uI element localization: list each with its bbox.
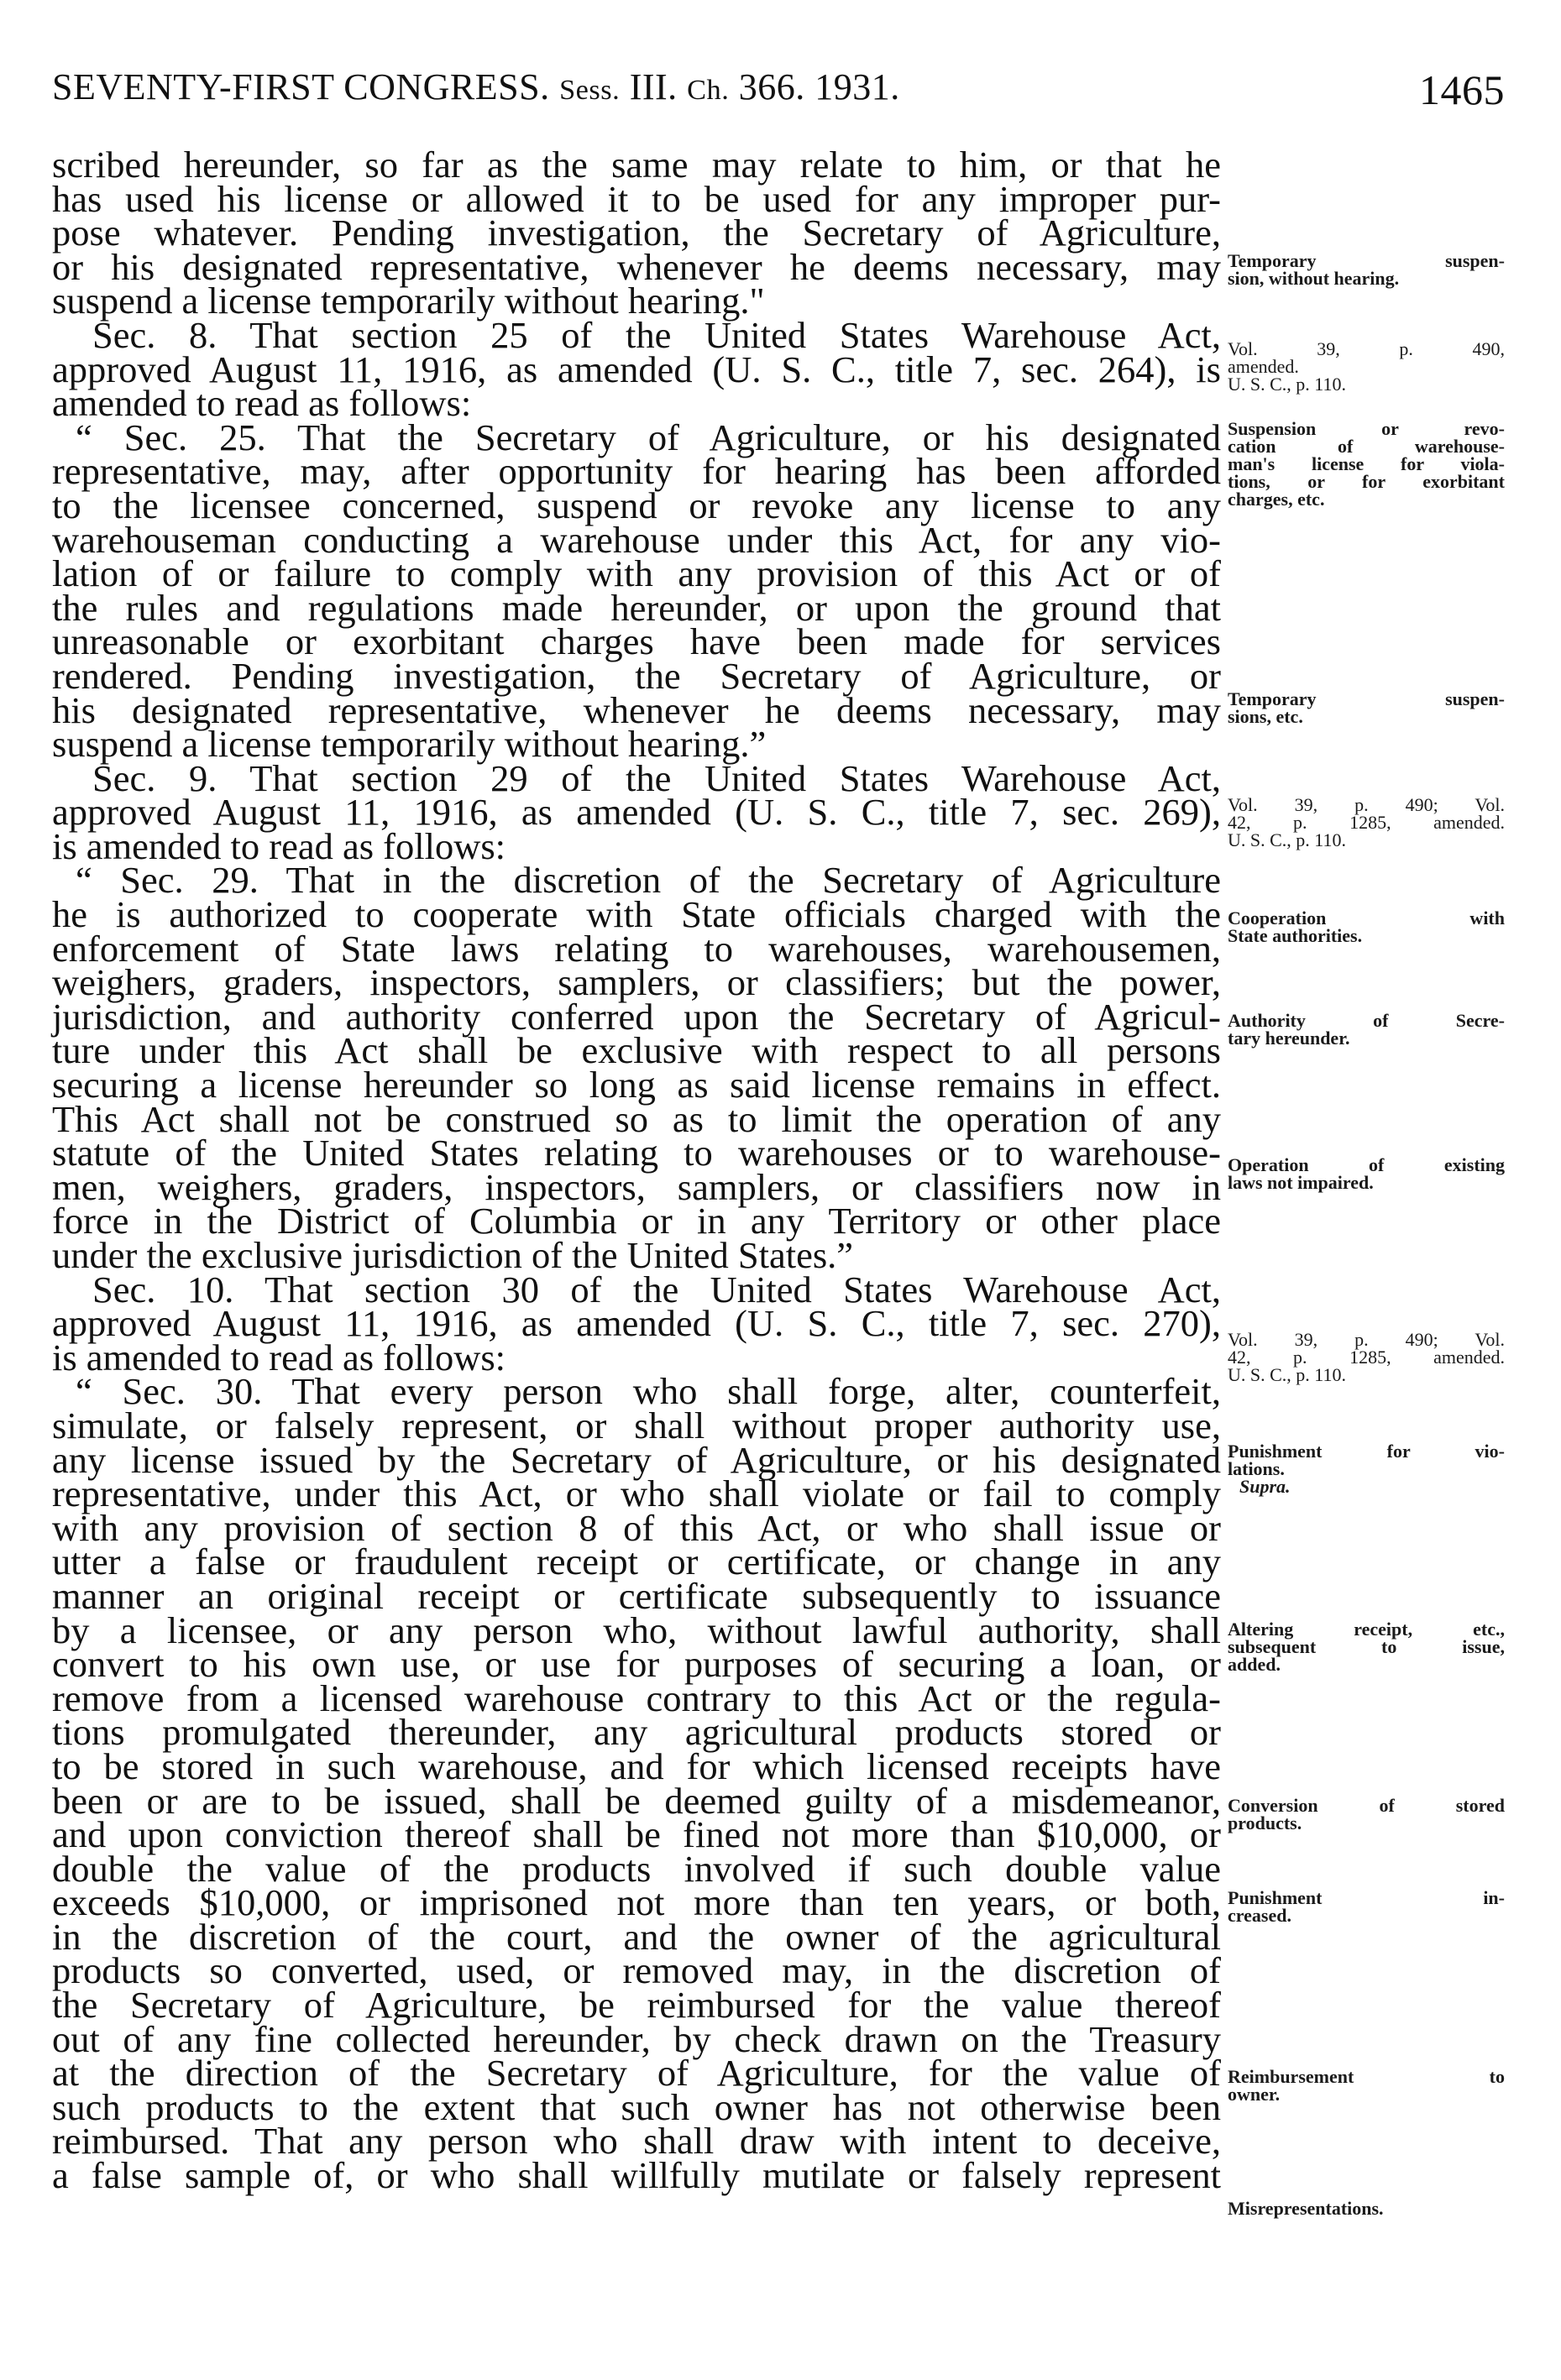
body-line: ture under this Act shall be exclusive with respect to all persons bbox=[52, 1029, 1221, 1072]
body-line: tions promulgated thereunder, any agricultural products stored or bbox=[52, 1711, 1221, 1754]
margin-note-line: U. S. C., p. 110. bbox=[1228, 829, 1346, 850]
body-line: manner an original receipt or certificate subsequently to issuance bbox=[52, 1574, 1221, 1617]
margin-note-line: 42, p. 1285, amended. bbox=[1228, 1347, 1505, 1368]
body-line: at the direction of the Secretary of Agriculture, for the value of bbox=[52, 2052, 1221, 2095]
body-line: his designated representative, whenever he deems necessary, may bbox=[52, 688, 1221, 731]
body-line: “ Sec. 25. That the Secretary of Agriculture, or his designated bbox=[76, 416, 1221, 458]
margin-note-reimbursement bbox=[1228, 2068, 1505, 2103]
margin-note-line: sion, without hearing. bbox=[1228, 268, 1400, 289]
body-line: statute of the United States relating to warehouses or to warehouse- bbox=[52, 1132, 1221, 1174]
margin-note-existing-laws bbox=[1228, 1156, 1505, 1191]
body-line: the rules and regulations made hereunder, or upon the ground that bbox=[52, 586, 1221, 629]
body-line: and upon conviction thereof shall be fined not more than $10,000, or bbox=[52, 1813, 1221, 1856]
body-line: amended to read as follows: bbox=[52, 382, 472, 425]
margin-note-temp-suspension-1 bbox=[1228, 252, 1505, 287]
running-head bbox=[52, 65, 900, 108]
margin-note-line: cation of warehouse- bbox=[1228, 436, 1505, 457]
margin-note-line: Suspension or revo- bbox=[1228, 418, 1505, 439]
margin-note-line: subsequent to issue, bbox=[1228, 1636, 1505, 1657]
margin-note-line: Temporary suspen- bbox=[1228, 688, 1505, 709]
body-text bbox=[52, 144, 1221, 2197]
body-line: under the exclusive jurisdiction of the United States.” bbox=[52, 1234, 854, 1276]
body-line: any license issued by the Secretary of Agriculture, or his designated bbox=[52, 1438, 1221, 1481]
body-line: is amended to read as follows: bbox=[52, 824, 506, 867]
margin-note-altering-receipt bbox=[1228, 1620, 1505, 1673]
margin-note-punishment-increased bbox=[1228, 1889, 1505, 1924]
margin-note-cite-vol39-vol42-b bbox=[1228, 1331, 1505, 1384]
body-line: is amended to read as follows: bbox=[52, 1336, 506, 1378]
body-line: Sec. 9. That section 29 of the United States Warehouse Act, bbox=[92, 756, 1221, 799]
body-line: weighers, graders, inspectors, samplers, or classifiers; but the power, bbox=[52, 961, 1221, 1004]
session-label: Sess. bbox=[559, 74, 621, 106]
body-line: This Act shall not be construed so as to limit the operation of any bbox=[52, 1097, 1221, 1140]
session-number: III. bbox=[629, 66, 678, 107]
margin-note-line: Vol. 39, p. 490, bbox=[1228, 338, 1505, 359]
body-line: to the licensee concerned, suspend or revoke any license to any bbox=[52, 484, 1221, 526]
margin-note-line: man's license for viola- bbox=[1228, 453, 1505, 474]
body-line: approved August 11, 1916, as amended (U. S. C., title 7, sec. 264), is bbox=[52, 348, 1221, 390]
margin-note-cite-vol39-p490 bbox=[1228, 340, 1505, 393]
margin-note-line: Vol. 39, p. 490; Vol. bbox=[1228, 1329, 1505, 1350]
body-line: securing a license hereunder so long as said license remains in effect. bbox=[52, 1064, 1221, 1106]
margin-note-line: Temporary suspen- bbox=[1228, 250, 1505, 271]
body-line: remove from a licensed warehouse contrary to this Act or the regula- bbox=[52, 1676, 1221, 1719]
margin-note-line: Authority of Secre- bbox=[1228, 1010, 1505, 1031]
body-line: Sec. 10. That section 30 of the United States Warehouse Act, bbox=[92, 1268, 1221, 1310]
body-line: the Secretary of Agriculture, be reimbursed for the value thereof bbox=[52, 1984, 1221, 2027]
body-line: rendered. Pending investigation, the Secretary of Agriculture, or bbox=[52, 654, 1221, 697]
body-line: double the value of the products involved if such double value bbox=[52, 1847, 1221, 1890]
body-line: representative, may, after opportunity for hearing has been afforded bbox=[52, 450, 1221, 493]
margin-note-line: Misrepresentations. bbox=[1228, 2198, 1384, 2219]
margin-note-line: products. bbox=[1228, 1812, 1302, 1833]
margin-note-line: U. S. C., p. 110. bbox=[1228, 374, 1346, 395]
body-line: in the discretion of the court, and the owner of the agricultural bbox=[52, 1915, 1221, 1958]
margin-note-line: charges, etc. bbox=[1228, 489, 1325, 510]
body-line: simulate, or falsely represent, or shall without proper authority use, bbox=[52, 1404, 1221, 1446]
body-line: has used his license or allowed it to be used for any improper pur- bbox=[52, 177, 1221, 220]
margin-note-line: tary hereunder. bbox=[1228, 1028, 1350, 1049]
running-title: SEVENTY-FIRST CONGRESS. bbox=[52, 66, 550, 107]
margin-note-line: Punishment for vio- bbox=[1228, 1441, 1505, 1462]
margin-note-line: Altering receipt, etc., bbox=[1228, 1619, 1505, 1640]
body-line: or his designated representative, whenever he deems necessary, may bbox=[52, 245, 1221, 288]
margin-note-line: Conversion of stored bbox=[1228, 1795, 1505, 1816]
margin-note-line: Vol. 39, p. 490; Vol. bbox=[1228, 794, 1505, 815]
margin-note-misrepresentations bbox=[1228, 2200, 1505, 2217]
body-line: convert to his own use, or use for purposes of securing a loan, or bbox=[52, 1643, 1221, 1686]
margin-note-temp-suspension-2 bbox=[1228, 690, 1505, 725]
body-line: with any provision of section 8 of this Act, or who shall issue or bbox=[52, 1506, 1221, 1549]
body-line: “ Sec. 30. That every person who shall forge, alter, counterfeit, bbox=[76, 1370, 1221, 1413]
margin-note-line: 42, p. 1285, amended. bbox=[1228, 812, 1505, 833]
margin-note-punishment-violations bbox=[1228, 1442, 1505, 1495]
margin-note-line: creased. bbox=[1228, 1905, 1291, 1926]
body-line: exceeds $10,000, or imprisoned not more than ten years, or both, bbox=[52, 1881, 1221, 1924]
margin-note-line: U. S. C., p. 110. bbox=[1228, 1364, 1346, 1385]
margin-note-line: laws not impaired. bbox=[1228, 1172, 1374, 1193]
margin-note-line: Supra. bbox=[1239, 1476, 1291, 1497]
body-line: approved August 11, 1916, as amended (U. S. C., title 7, sec. 269), bbox=[52, 791, 1221, 834]
margin-note-line: Operation of existing bbox=[1228, 1154, 1505, 1175]
body-line: warehouseman conducting a warehouse under this Act, for any vio- bbox=[52, 518, 1221, 561]
body-line: “ Sec. 29. That in the discretion of the Secretary of Agriculture bbox=[76, 859, 1221, 902]
margin-note-line: Reimbursement to bbox=[1228, 2066, 1505, 2087]
body-line: scribed hereunder, so far as the same may relate to him, or that he bbox=[52, 144, 1221, 186]
body-line: been or are to be issued, shall be deemed guilty of a misdemeanor, bbox=[52, 1779, 1221, 1822]
marginal-notes bbox=[1228, 0, 1505, 2380]
margin-note-cooperation bbox=[1228, 909, 1505, 944]
chapter-label: Ch. bbox=[687, 74, 730, 106]
body-line: lation of or failure to comply with any provision of this Act or of bbox=[52, 552, 1221, 595]
body-line: approved August 11, 1916, as amended (U. S. C., title 7, sec. 270), bbox=[52, 1302, 1221, 1345]
body-line: suspend a license temporarily without hearing.” bbox=[52, 723, 767, 766]
margin-note-line: added. bbox=[1228, 1654, 1281, 1675]
margin-note-line: sions, etc. bbox=[1228, 706, 1303, 727]
body-line: reimbursed. That any person who shall draw with intent to deceive, bbox=[52, 2120, 1221, 2163]
body-line: enforcement of State laws relating to warehouses, warehousemen, bbox=[52, 927, 1221, 970]
margin-note-cite-vol39-vol42-a bbox=[1228, 796, 1505, 849]
body-line: representative, under this Act, or who shall violate or fail to comply bbox=[52, 1472, 1221, 1515]
margin-note-line: State authorities. bbox=[1228, 925, 1363, 946]
body-line: by a licensee, or any person who, without lawful authority, shall bbox=[52, 1608, 1221, 1651]
margin-note-authority bbox=[1228, 1012, 1505, 1047]
body-line: force in the District of Columbia or in any Territory or other place bbox=[52, 1200, 1221, 1242]
body-line: such products to the extent that such owner has not otherwise been bbox=[52, 2085, 1221, 2128]
margin-note-line: owner. bbox=[1228, 2084, 1281, 2105]
body-line: he is authorized to cooperate with State officials charged with the bbox=[52, 893, 1221, 936]
body-line: unreasonable or exorbitant charges have been made for services bbox=[52, 620, 1221, 663]
body-line: utter a false or fraudulent receipt or certificate, or change in any bbox=[52, 1540, 1221, 1583]
body-line: men, weighers, graders, inspectors, samplers, or classifiers now in bbox=[52, 1165, 1221, 1208]
body-line: Sec. 8. That section 25 of the United States Warehouse Act, bbox=[92, 313, 1221, 356]
body-line: products so converted, used, or removed may, in the discretion of bbox=[52, 1949, 1221, 1992]
margin-note-line: Cooperation with bbox=[1228, 908, 1505, 928]
margin-note-conversion bbox=[1228, 1797, 1505, 1832]
body-line: a false sample of, or who shall willfully mutilate or falsely represent bbox=[52, 2154, 1221, 2197]
chapter-number: 366. bbox=[738, 66, 805, 107]
margin-note-suspension-revocation bbox=[1228, 420, 1505, 508]
margin-note-line: amended. bbox=[1228, 356, 1299, 377]
page-number: 1465 bbox=[1419, 66, 1505, 113]
body-line: jurisdiction, and authority conferred upon the Secretary of Agricul- bbox=[52, 995, 1221, 1038]
body-line: to be stored in such warehouse, and for which licensed receipts have bbox=[52, 1744, 1221, 1787]
margin-note-line: Punishment in- bbox=[1228, 1887, 1505, 1908]
margin-note-line: lations. bbox=[1228, 1458, 1285, 1479]
margin-note-line: tions, or for exorbitant bbox=[1228, 471, 1505, 492]
year: 1931. bbox=[815, 66, 900, 107]
body-line: out of any fine collected hereunder, by check drawn on the Treasury bbox=[52, 2017, 1221, 2060]
body-line: pose whatever. Pending investigation, the Secretary of Agriculture, bbox=[52, 212, 1221, 254]
body-line: suspend a license temporarily without hearing." bbox=[52, 280, 765, 322]
